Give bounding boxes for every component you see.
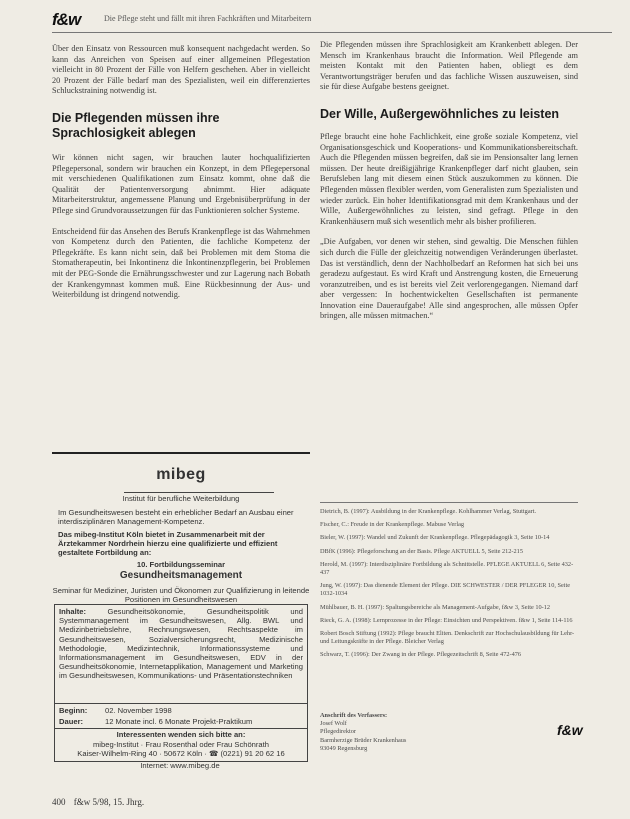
journal-logo: f&w <box>52 10 81 29</box>
author-line: 93049 Regensburg <box>320 744 368 752</box>
ad-top-rule <box>52 452 310 454</box>
end-logo: f&w <box>557 722 583 738</box>
author-line: Pflegedirektor <box>320 728 357 736</box>
ad-separator <box>55 728 307 729</box>
ad-start-value: 02. November 1998 <box>105 706 172 715</box>
author-line: Barmherzige Brüder Krankenhaus <box>320 736 407 744</box>
ad-course-title: Gesundheitsmanagement <box>119 570 243 581</box>
ad-contact-heading: Interessenten wenden sich bitte an: <box>116 730 246 739</box>
reference-item: Jung, W. (1997): Das dienende Element der Pflege. DIE SCHWESTER / DER PFLEGER 10, Seite 1032-1034 <box>320 582 571 598</box>
mibeg-advertisement <box>52 452 310 772</box>
reference-item: Fischer, C.: Freude in der Krankenpflege. Mabuse Verlag <box>320 521 465 529</box>
ad-topics-label: Inhalte: <box>59 607 87 616</box>
reference-item: Rieck, G. A. (1998): Lernprozesse in der Pflege: Einsichten und Perspektiven. f&w 1, Seite 114-116 <box>320 616 573 624</box>
ad-topics-text: Gesundheitsökonomie, Gesundheitspolitik und Systemmanagement im Gesundheitswesen, Allg. BWL und Medizinbetriebslehre, Rechnungswesen, Rechtsaspekte im Gesundheitswesen, Sozialversicherungsrecht, Medizinische Methodologie, Medizintechnik, Informationssysteme und Informationsmanagement im Gesundheitswesen, EDV in der Gesundheitsökonomie, Internetapplikation, Management und Marketing im Gesundheitswesen, Kommunikations- und Präsentationstechniken <box>59 607 303 681</box>
ad-intro-bold: Das mibeg-Institut Köln bietet in Zusammenarbeit mit der Ärztekammer Nordrhein hierzu eine qualifizierte und effizient gestaltete Fortbildung an: <box>58 530 278 558</box>
left-column <box>52 44 310 311</box>
reference-item: Bieler, W. (1997): Wandel und Zukunft der Krankenpflege. Pflegepädagogik 3, Seite 10-14 <box>320 534 550 542</box>
reference-item: DBfK (1996): Pflegeforschung an der Basis. Pflege AKTUELL 5, Seite 212-215 <box>320 547 523 555</box>
ad-contact-line: mibeg-Institut · Frau Rosenthal oder Frau Schönrath <box>92 740 269 749</box>
right-paragraph-1: Pflege braucht eine hohe Fachlichkeit, eine große soziale Kompetenz, viel Organisationsgeschick und Kooperations- und Kommunikationsbereitschaft. Auch die Pflegenden müssen begreifen, daß sie im Pensionsalter lang lernen müssen. Der heute dreißigjährige Krankenpfleger darf nicht glauben, sein Berufsleben lang mit diesem einen Stück auszukommen zu können. Die Pflegenden müssen flexibler werden, vom Generalisten zum Spezialisten und wieder zurück. Ein hoher Identifikationsgrad mit dem Krankenhaus und der Wille, Außergewöhnliches zu leisten, sind gefragt. Pflege in den Krankenhäusern muß sich wesentlich mehr als bisher profilieren. <box>320 131 578 226</box>
ad-contact-line: Internet: www.mibeg.de <box>140 761 220 770</box>
references-rule <box>320 502 578 503</box>
left-intro-paragraph: Über den Einsatz von Ressourcen muß konsequent nachgedacht werden. So kann das Anreichen von Speisen auf einer allgemeinen Pflegestation vielleicht in 80 Prozent der Fälle von Helfern geschehen. Aber in vielleicht 20 Prozent der Fälle bedarf man des Spezialisten, weil ein differenziertes Schluckstraining notwendig ist. <box>52 44 310 96</box>
ad-brand: mibeg <box>156 466 206 483</box>
reference-item: Mühlbauer, B. H. (1997): Spaltungsbereiche als Management-Aufgabe, f&w 3, Seite 10-12 <box>320 603 551 611</box>
running-title: Die Pflege steht und fällt mit ihren Fachkräften und Mitarbeitern <box>104 14 312 23</box>
left-section-heading: Die Pflegenden müssen ihre Sprachlosigkeit ablegen <box>52 110 220 140</box>
right-section-heading: Der Wille, Außergewöhnliches zu leisten <box>320 106 560 121</box>
ad-start-label: Beginn: <box>59 706 88 715</box>
reference-item: Schwarz, T. (1996): Der Zwang in der Pflege. Pflegezeitschrift 8, Seite 472-476 <box>320 651 522 659</box>
header-rule <box>52 32 612 33</box>
ad-subtitle: Institut für berufliche Weiterbildung <box>122 494 240 503</box>
ad-duration-value: 12 Monate incl. 6 Monate Projekt-Praktikum <box>105 717 253 726</box>
ad-duration-row <box>59 717 303 726</box>
ad-contact-line: Kaiser-Wilhelm-Ring 40 · 50672 Köln · ☎ (0221) 91 20 62 16 <box>77 749 285 758</box>
right-intro-paragraph: Die Pflegenden müssen ihre Sprachlosigkeit am Krankenbett ablegen. Der Mensch im Krankenhaus braucht die Information. Weil Pflegende am meisten Kontakt mit den Patienten haben, obliegt es dem Verantwortungsträger berufen und das fachliche Wissen auszuweisen, sind sie für diese Aufgabe bestens geeignet. <box>320 40 578 92</box>
ad-start-row <box>59 706 303 715</box>
ad-topics <box>59 607 303 681</box>
left-paragraph-1: Wir können nicht sagen, wir brauchen lauter hochqualifizierten Pflegepersonal, sondern wir brauchen ein Konzept, in dem Pflegepersonal mit verschiedenen Qualifikationen zum Einsatz kommt, ohne daß die Qualität der Patientenversorgung abnimmt. Hier adäquate Mitarbeiterstruktur, angemessene Planung und Ergebnisüberprüfung in der Pflege sind Grundvoraussetzungen für das Funktionieren solcher Systeme. <box>52 152 310 215</box>
ad-duration-label: Dauer: <box>59 717 84 726</box>
left-paragraph-2: Entscheidend für das Ansehen des Berufs Krankenpflege ist das Wahrnehmen von Kompetenz durch den Patienten, die fachliche Kompetenz der Pflegekräfte. Es kann nicht sein, daß bei Problemen mit dem Stoma die Stomatherapeutin, bei Inkontinenz die Inkontinenzpflegerin, bei Problemen mit der PEG-Sonde die Ernährungsschwester und zur Lagerung nach Bobath der Krankengymnast kommen muß. Eine Rückbesinnung der Aus- und Weiterbildung ist dringend notwendig. <box>52 226 310 300</box>
reference-item: Dietrich, B. (1997): Ausbildung in der Krankenpflege. Kohlhammer Verlag, Stuttgart. <box>320 508 537 515</box>
author-label: Anschrift des Verfassers: <box>320 712 388 719</box>
ad-audience: Seminar für Mediziner, Juristen und Ökonomen zur Qualifizierung in leitende Positionen im Gesundheitswesen <box>52 586 310 605</box>
journal-issue: f&w 5/98, 15. Jhrg. <box>73 797 145 807</box>
reference-item: Herold, M. (1997): Interdisziplinäre Fortbildung als Schnittstelle. PFLEGE AKTUELL 6, Seite 432-437 <box>320 560 574 577</box>
ad-course: 10. Fortbildungsseminar <box>136 560 226 569</box>
right-column <box>320 40 578 332</box>
right-paragraph-2: „Die Aufgaben, vor denen wir stehen, sind gewaltig. Die Menschen fühlen sich durch die Fülle der gleichzeitig notwendigen Veränderungen überlastet. Das ist verständlich, denn der Nachholbedarf an Reformen hat sich bei uns geradezu aufgestaut. Es wird Kraft und Anstrengung kosten, die Erneuerung voranzutreiben, und es ist bereits viel Zeit verlorengegangen. Niemand darf aber vergessen: In hochentwickelten Gesellschaften ist permanente Innovation eine Daueraufgabe! Alle sind angesprochen, alle müssen Opfer bringen, alle müssen mitmachen.“ <box>320 237 578 321</box>
page-footer <box>52 797 150 807</box>
ad-intro: Im Gesundheitswesen besteht ein erheblicher Bedarf an Ausbau einer interdisziplinären Management-Kompetenz. <box>58 508 294 527</box>
author-line: Josef Wolf <box>320 720 347 728</box>
author-address <box>320 712 520 753</box>
page-number: 400 <box>52 797 66 807</box>
references-list <box>320 508 576 665</box>
ad-separator <box>55 703 307 704</box>
page-header <box>52 10 612 30</box>
reference-item: Robert Bosch Stiftung (1992): Pflege braucht Eliten. Denkschrift zur Hochschulausbildung für Lehr- und Leitungskräfte in der Pflege. Bleicher Verlag <box>320 630 575 646</box>
ad-brand-underline <box>124 492 274 493</box>
ad-details-box <box>54 604 308 762</box>
